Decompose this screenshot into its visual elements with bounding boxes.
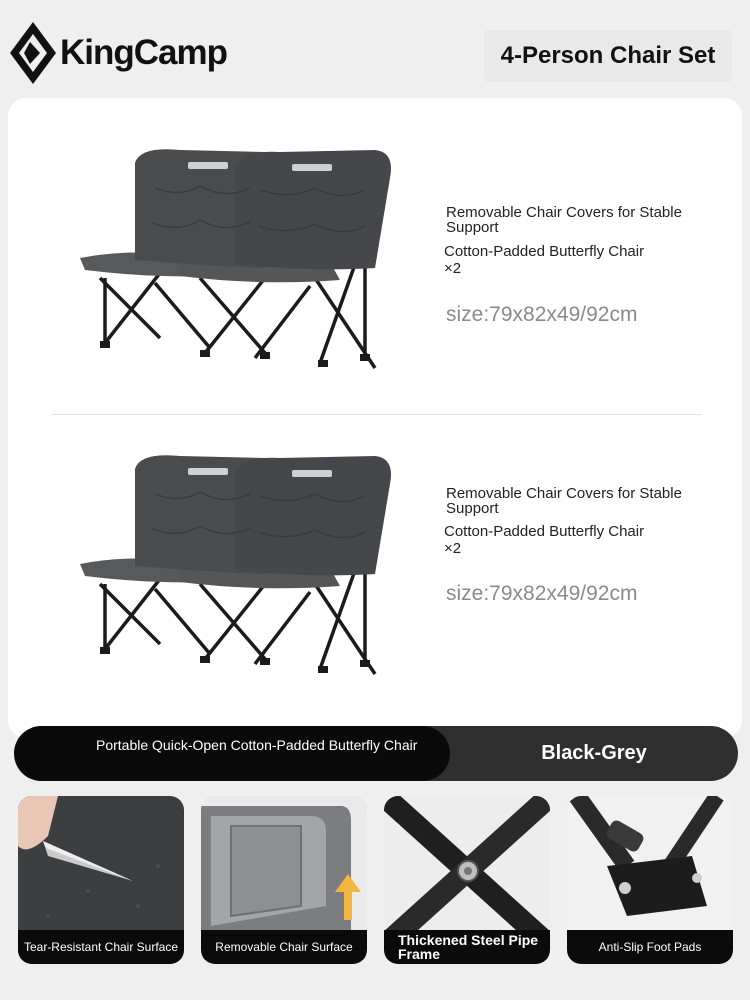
size-spec: size:79x82x49/92cm bbox=[446, 303, 638, 326]
feature-chair-count: Cotton-Padded Butterfly Chair ×2 bbox=[444, 523, 645, 557]
variant-selector bbox=[14, 726, 738, 781]
feature-removable-covers: Removable Chair Covers for Stable Support bbox=[446, 204, 682, 236]
feature-removable-covers: Removable Chair Covers for Stable Support bbox=[446, 485, 682, 517]
detail-tile-footpad[interactable] bbox=[567, 796, 733, 964]
product-row-2 bbox=[8, 394, 742, 694]
product-row-1 bbox=[8, 98, 742, 398]
page-title: 4-Person Chair Set bbox=[484, 30, 732, 82]
brand-name: KingCamp bbox=[60, 33, 227, 72]
header bbox=[0, 0, 750, 100]
detail-label: Tear-Resistant Chair Surface bbox=[18, 930, 184, 964]
double-chair-image[interactable] bbox=[60, 138, 400, 378]
feature-chair-count: Cotton-Padded Butterfly Chair ×2 bbox=[444, 243, 645, 277]
detail-tile-fabric[interactable] bbox=[18, 796, 184, 964]
detail-tile-frame[interactable] bbox=[384, 796, 550, 964]
detail-label: Removable Chair Surface bbox=[201, 930, 367, 964]
detail-label: Thickened Steel Pipe Frame bbox=[384, 930, 550, 964]
detail-tiles bbox=[0, 790, 750, 970]
double-chair-image[interactable] bbox=[60, 444, 400, 684]
size-spec: size:79x82x49/92cm bbox=[446, 582, 638, 605]
detail-label: Anti-Slip Foot Pads bbox=[567, 930, 733, 964]
detail-tile-cover[interactable] bbox=[201, 796, 367, 964]
variant-option-color[interactable]: Black-Grey bbox=[541, 742, 647, 764]
variant-option-style[interactable]: Portable Quick-Open Cotton-Padded Butterfly Chair bbox=[14, 726, 450, 781]
kingcamp-diamond-logo-icon bbox=[10, 22, 56, 84]
product-card bbox=[8, 98, 742, 738]
brand-logo[interactable] bbox=[10, 22, 227, 84]
